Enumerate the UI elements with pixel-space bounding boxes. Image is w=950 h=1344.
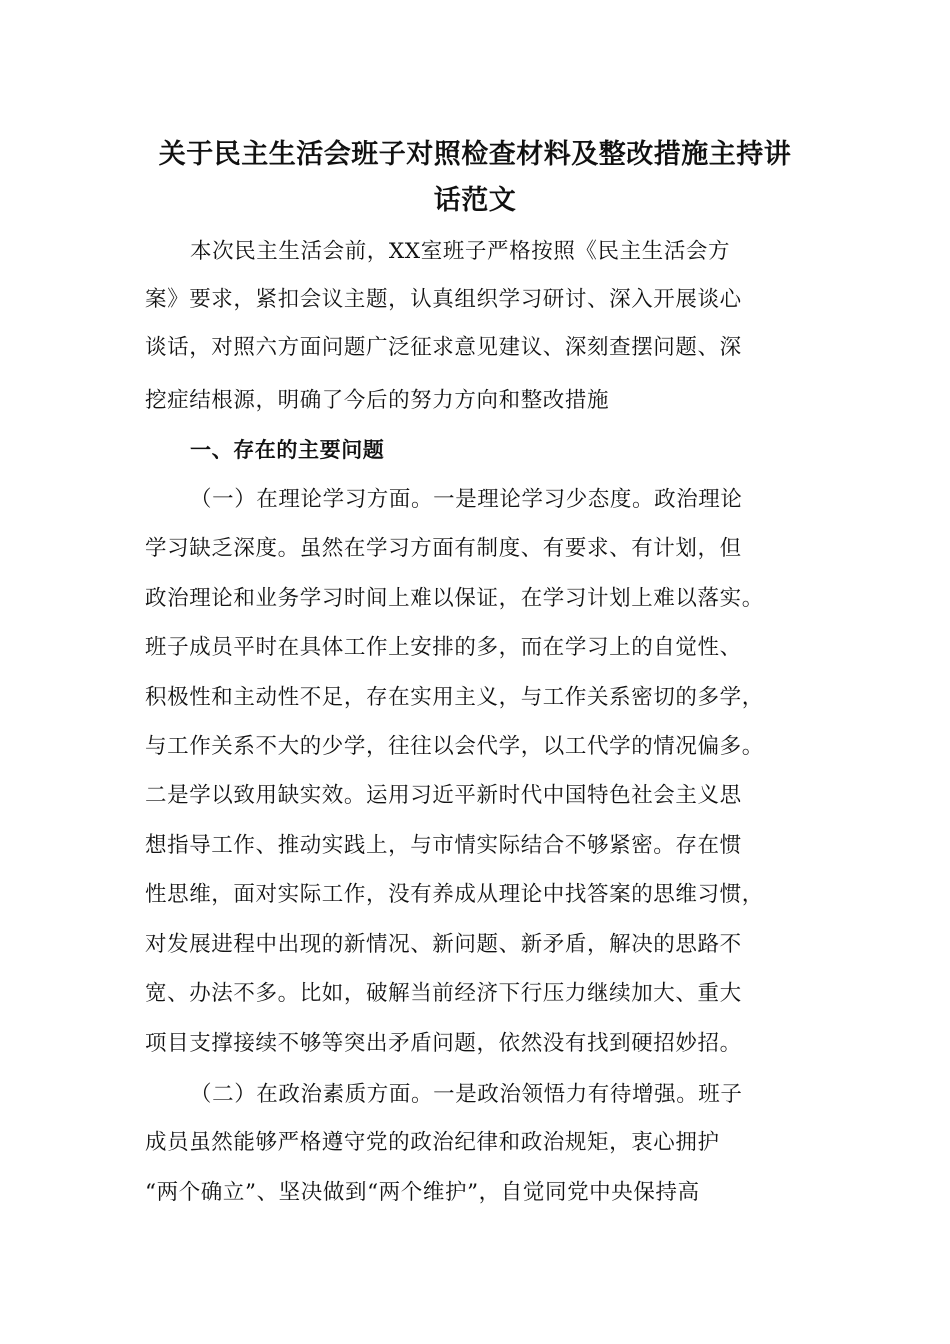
document-title-line-2: 话范文 xyxy=(433,185,517,216)
paragraph-line: 二是学以致用缺实效。运用习近平新时代中国特色社会主义思 xyxy=(145,783,742,808)
paragraph-line: （二）在政治素质方面。一是政治领悟力有待增强。班子 xyxy=(190,1082,743,1107)
paragraph-line: （一）在理论学习方面。一是理论学习少态度。政治理论 xyxy=(190,487,743,512)
paragraph-line: 学习缺乏深度。虽然在学习方面有制度、有要求、有计划，但 xyxy=(145,536,742,561)
paragraph-line: 成员虽然能够严格遵守党的政治纪律和政治规矩，衷心拥护 xyxy=(145,1130,720,1155)
paragraph-line: 性思维，面对实际工作，没有养成从理论中找答案的思维习惯， xyxy=(145,882,764,907)
paragraph-line: 政治理论和业务学习时间上难以保证，在学习计划上难以落实。 xyxy=(145,586,764,611)
document-title-line-1: 关于民主生活会班子对照检查材料及整改措施主持讲 xyxy=(158,139,792,170)
paragraph-line: 与工作关系不大的少学，往往以会代学，以工代学的情况偏多。 xyxy=(145,734,764,759)
paragraph-line: 对发展进程中出现的新情况、新问题、新矛盾，解决的思路不 xyxy=(145,932,742,957)
section-heading: 一、存在的主要问题 xyxy=(190,438,385,462)
paragraph-line: 本次民主生活会前，XX室班子严格按照《民主生活会方 xyxy=(190,239,731,264)
paragraph-line: 案》要求，紧扣会议主题，认真组织学习研讨、深入开展谈心 xyxy=(145,287,742,312)
paragraph-line: 宽、办法不多。比如，破解当前经济下行压力继续加大、重大 xyxy=(145,981,742,1006)
paragraph-line: 项目支撑接续不够等突出矛盾问题，依然没有找到硬招妙招。 xyxy=(145,1031,742,1056)
paragraph-line: 挖症结根源，明确了今后的努力方向和整改措施 xyxy=(145,388,610,413)
paragraph-line: 班子成员平时在具体工作上安排的多，而在学习上的自觉性、 xyxy=(145,635,742,660)
paragraph-line: 想指导工作、推动实践上，与市情实际结合不够紧密。存在惯 xyxy=(145,833,742,858)
paragraph-line: “两个确立”、坚决做到“两个维护”，自觉同党中央保持高 xyxy=(145,1180,700,1205)
paragraph-line: 谈话，对照六方面问题广泛征求意见建议、深刻查摆问题、深 xyxy=(145,335,742,360)
paragraph-line: 积极性和主动性不足，存在实用主义，与工作关系密切的多学， xyxy=(145,685,764,710)
